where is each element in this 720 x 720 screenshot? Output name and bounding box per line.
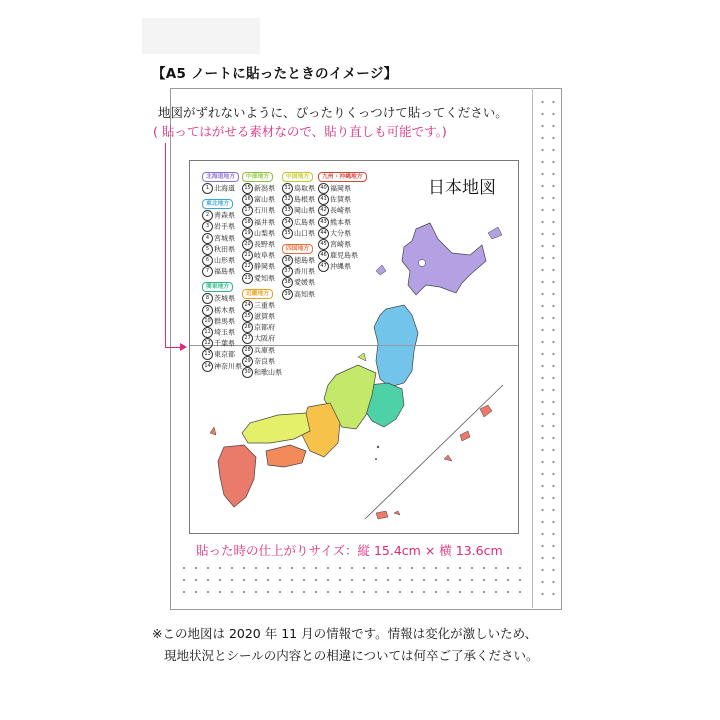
legend-column-4	[318, 171, 367, 277]
prefecture-number: 19	[242, 228, 253, 239]
prefecture-number: 8	[202, 293, 213, 304]
prefecture-name: 高知県	[294, 290, 315, 299]
prefecture-number: 40	[318, 183, 329, 194]
prefecture-number: 36	[282, 255, 293, 266]
prefecture-item	[318, 261, 367, 272]
prefecture-name: 三重県	[254, 301, 275, 310]
prefecture-number: 27	[242, 333, 253, 344]
prefecture-number: 3	[202, 221, 213, 232]
prefecture-number: 7	[202, 266, 213, 277]
prefecture-number: 43	[318, 217, 329, 228]
prefecture-item	[242, 311, 282, 322]
hokkaido-shape	[402, 223, 486, 295]
prefecture-name: 徳島県	[294, 256, 315, 265]
prefecture-name: 大分県	[330, 229, 351, 238]
prefecture-item	[242, 183, 282, 194]
legend-group	[282, 243, 315, 300]
prefecture-name: 長崎県	[330, 206, 351, 215]
prefecture-name: 鹿児島県	[330, 251, 358, 260]
prefecture-number: 34	[282, 217, 293, 228]
prefecture-name: 秋田県	[214, 245, 235, 254]
prefecture-item	[202, 210, 242, 221]
prefecture-name: 京都府	[254, 323, 275, 332]
prefecture-item	[202, 349, 242, 360]
prefecture-name: 宮崎県	[330, 240, 351, 249]
prefecture-item	[242, 345, 282, 356]
prefecture-item	[202, 293, 242, 304]
prefecture-number: 37	[282, 266, 293, 277]
legend-group	[242, 171, 282, 284]
prefecture-number: 10	[202, 316, 213, 327]
prefecture-item	[242, 228, 282, 239]
prefecture-item	[282, 289, 315, 300]
prefecture-number: 26	[242, 322, 253, 333]
prefecture-number: 21	[242, 250, 253, 261]
prefecture-name: 佐賀県	[330, 195, 351, 204]
prefecture-number: 28	[242, 345, 253, 356]
legend-group	[202, 281, 242, 371]
prefecture-number: 17	[242, 205, 253, 216]
legend-group	[242, 288, 282, 378]
prefecture-number: 15	[242, 183, 253, 194]
prefecture-name: 愛媛県	[294, 278, 315, 287]
prefecture-item	[202, 221, 242, 232]
prefecture-number: 2	[202, 210, 213, 221]
prefecture-name: 山形県	[214, 256, 235, 265]
prefecture-item	[242, 333, 282, 344]
prefecture-number: 42	[318, 205, 329, 216]
region-tag: 四国地方	[282, 244, 313, 254]
guide-arrow-shaft	[165, 347, 181, 348]
legend-group	[202, 171, 242, 194]
instruction-note: ( 貼ってはがせる素材なので、貼り直しも可能です。)	[153, 124, 447, 139]
region-tag: 中部地方	[242, 172, 273, 182]
prefecture-item	[202, 183, 242, 194]
prefecture-item	[202, 338, 242, 349]
prefecture-item	[242, 273, 282, 284]
notebook-dot-grid-bottom	[178, 562, 528, 602]
prefecture-number: 24	[242, 300, 253, 311]
prefecture-name: 和歌山県	[254, 368, 282, 377]
prefecture-item	[202, 361, 242, 372]
prefecture-item	[242, 239, 282, 250]
prefecture-name: 山梨県	[254, 229, 275, 238]
prefecture-number: 45	[318, 239, 329, 250]
japan-map-sticker	[189, 160, 519, 534]
prefecture-item	[318, 205, 367, 216]
region-tag: 近畿地方	[242, 289, 273, 299]
prefecture-name: 山口県	[294, 229, 315, 238]
shikoku-shape	[266, 445, 306, 467]
prefecture-item	[242, 250, 282, 261]
region-tag: 北海道地方	[202, 172, 239, 182]
prefecture-number: 23	[242, 273, 253, 284]
prefecture-name: 福岡県	[330, 184, 351, 193]
prefecture-name: 熊本県	[330, 218, 351, 227]
prefecture-item	[318, 250, 367, 261]
footnote-line-2: 現地状況とシールの内容との相違については何卒ご了承ください。	[164, 648, 539, 663]
prefecture-number: 38	[282, 277, 293, 288]
prefecture-item	[282, 277, 315, 288]
prefecture-name: 兵庫県	[254, 346, 275, 355]
page-heading: 【A5 ノートに貼ったときのイメージ】	[152, 66, 398, 82]
prefecture-item	[202, 327, 242, 338]
notebook-dot-grid-right	[537, 96, 559, 601]
prefecture-name: 東京都	[214, 350, 235, 359]
prefecture-number: 9	[202, 305, 213, 316]
prefecture-number: 41	[318, 194, 329, 205]
prefecture-item	[242, 356, 282, 367]
prefecture-item	[202, 316, 242, 327]
prefecture-number: 47	[318, 261, 329, 272]
prefecture-item	[242, 194, 282, 205]
prefecture-item	[282, 217, 315, 228]
prefecture-name: 富山県	[254, 195, 275, 204]
prefecture-name: 香川県	[294, 267, 315, 276]
prefecture-item	[242, 300, 282, 311]
prefecture-number: 46	[318, 250, 329, 261]
prefecture-item	[318, 183, 367, 194]
guide-arrow-icon	[180, 343, 187, 351]
kyushu-shape	[218, 445, 256, 507]
prefecture-name: 岐阜県	[254, 251, 275, 260]
prefecture-name: 沖縄県	[330, 262, 351, 271]
prefecture-number: 39	[282, 289, 293, 300]
prefecture-number: 30	[242, 367, 253, 378]
region-tag: 東北地方	[202, 199, 233, 209]
prefecture-number: 44	[318, 228, 329, 239]
prefecture-name: 島根県	[294, 195, 315, 204]
prefecture-number: 6	[202, 255, 213, 266]
region-tag: 関東地方	[202, 282, 233, 292]
prefecture-item	[318, 194, 367, 205]
prefecture-number: 13	[202, 349, 213, 360]
prefecture-number: 32	[282, 194, 293, 205]
prefecture-number: 31	[282, 183, 293, 194]
region-tag: 九州・沖縄地方	[318, 172, 367, 182]
prefecture-name: 群馬県	[214, 317, 235, 326]
legend-column-2	[242, 171, 282, 382]
prefecture-name: 岡山県	[294, 206, 315, 215]
prefecture-item	[242, 367, 282, 378]
chugoku-shape	[242, 413, 310, 443]
tohoku-shape	[374, 305, 418, 387]
okinawa-shape	[480, 405, 492, 417]
legend-column-3	[282, 171, 315, 304]
prefecture-name: 広島県	[294, 218, 315, 227]
prefecture-name: 茨城県	[214, 294, 235, 303]
legend-group	[282, 171, 315, 239]
prefecture-name: 青森県	[214, 211, 235, 220]
prefecture-name: 宮城県	[214, 234, 235, 243]
prefecture-item	[202, 244, 242, 255]
prefecture-number: 11	[202, 327, 213, 338]
prefecture-name: 愛知県	[254, 274, 275, 283]
region-tag: 中国地方	[282, 172, 313, 182]
prefecture-item	[318, 239, 367, 250]
prefecture-number: 25	[242, 311, 253, 322]
prefecture-name: 福島県	[214, 267, 235, 276]
prefecture-number: 22	[242, 261, 253, 272]
prefecture-name: 新潟県	[254, 184, 275, 193]
legend-column-1	[202, 171, 242, 376]
instruction-text: 地図がずれないように、ぴったりくっつけて貼ってください。	[158, 105, 508, 120]
prefecture-name: 滋賀県	[254, 312, 275, 321]
prefecture-item	[242, 261, 282, 272]
prefecture-item	[242, 205, 282, 216]
corner-tab	[142, 18, 260, 54]
prefecture-number: 4	[202, 233, 213, 244]
prefecture-name: 千葉県	[214, 339, 235, 348]
prefecture-item	[318, 217, 367, 228]
prefecture-name: 岩手県	[214, 222, 235, 231]
prefecture-number: 20	[242, 239, 253, 250]
prefecture-item	[242, 322, 282, 333]
prefecture-name: 石川県	[254, 206, 275, 215]
guide-line	[165, 143, 166, 348]
prefecture-item	[282, 205, 315, 216]
prefecture-name: 栃木県	[214, 306, 235, 315]
prefecture-item	[282, 266, 315, 277]
prefecture-item	[318, 228, 367, 239]
legend-group	[202, 198, 242, 277]
prefecture-name: 奈良県	[254, 357, 275, 366]
prefecture-item	[282, 194, 315, 205]
prefecture-name: 北海道	[214, 184, 235, 193]
prefecture-name: 静岡県	[254, 262, 275, 271]
prefecture-number: 14	[202, 361, 213, 372]
prefecture-number: 29	[242, 356, 253, 367]
prefecture-item	[202, 255, 242, 266]
prefecture-name: 埼玉県	[214, 328, 235, 337]
prefecture-name: 福井県	[254, 218, 275, 227]
prefecture-number: 18	[242, 217, 253, 228]
finished-size-note: 貼った時の仕上がりサイズ：縦 15.4cm × 横 13.6cm	[196, 543, 503, 558]
map-title: 日本地図	[428, 178, 496, 198]
prefecture-number: 12	[202, 338, 213, 349]
prefecture-number: 1	[202, 183, 213, 194]
prefecture-item	[202, 233, 242, 244]
prefecture-name: 鳥取県	[294, 184, 315, 193]
prefecture-item	[282, 255, 315, 266]
prefecture-item	[242, 217, 282, 228]
prefecture-item	[282, 228, 315, 239]
prefecture-item	[202, 266, 242, 277]
prefecture-name: 大阪府	[254, 334, 275, 343]
legend-group	[318, 171, 367, 273]
prefecture-name: 長野県	[254, 240, 275, 249]
prefecture-number: 16	[242, 194, 253, 205]
notebook-margin-line	[532, 88, 533, 608]
prefecture-item	[202, 305, 242, 316]
footnote-line-1: ※この地図は 2020 年 11 月の情報です。情報は変化が激しいため、	[152, 626, 538, 641]
prefecture-number: 5	[202, 244, 213, 255]
prefecture-number: 35	[282, 228, 293, 239]
prefecture-item	[282, 183, 315, 194]
prefecture-name: 神奈川県	[214, 362, 242, 371]
prefecture-number: 33	[282, 205, 293, 216]
